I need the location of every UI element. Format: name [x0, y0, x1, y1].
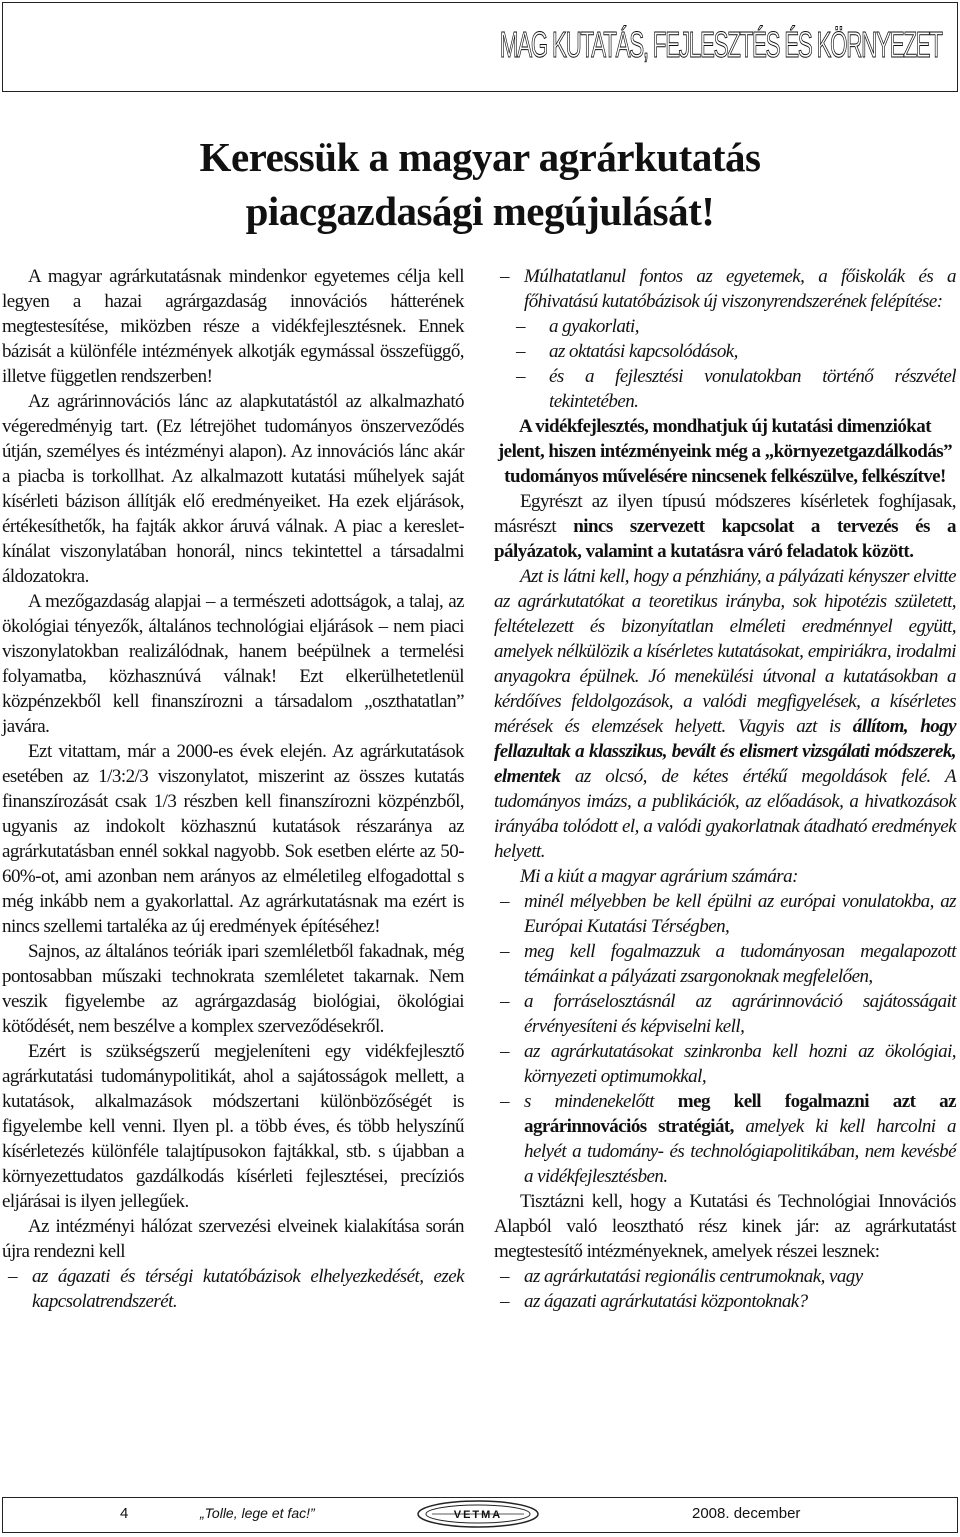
list-item: – a forráselosztásnál az agrárinnováció sajátosságait érvényesíteni és képviselni kell,	[494, 989, 956, 1039]
title-line-2: piacgazdasági megújulását!	[245, 188, 715, 234]
list-item: – az ágazati és térségi kutatóbázisok elhelyezkedését, ezek kapcsolatrendszerét.	[2, 1264, 464, 1314]
left-column	[2, 264, 464, 1314]
paragraph: Ezt vitattam, már a 2000-es évek elején. Az agrárkutatások esetében az 1/3:2/3 viszonylatot, miszerint az összes kutatás finanszírozását csak 1/3 részben kell finanszírozni közpénzből, ugyanis az indokolt közhasznú kutatások részaránya az agrárkutatásban ennél sokkal nagyobb. Sok esetben elérte az 50-60%-ot, ami azonban nem arányos az elméletileg elfogadottal s még inkább nem a gyakorlattal. Az agrárkutatásnak ma ezért is nincs szellemi tartaléka az új eredmények építéséhez!	[2, 741, 464, 937]
list-item: – a gyakorlati,	[494, 314, 956, 339]
list-item: – az oktatási kapcsolódások,	[494, 339, 956, 364]
list-item: – Múlhatatlanul fontos az egyetemek, a főiskolák és a főhivatású kutatóbázisok új viszonyrendszerének felépítése:	[494, 264, 956, 314]
paragraph: Az agrárinnovációs lánc az alapkutatástól az alkalmazható végeredményig tart. (Ez létrejöhet tudományos önszerveződés útján, személyes és intézményi alapon). Az innovációs lánc akár a piacba is torkollhat. Az alkalmazott kutatási műhelyek saját kísérleti bázison állítják elő eredményeiket. Ha ezek eljárások, értékesíthetők, ha fajták akkor áruvá válnak. A piac a kereslet-kínálat viszonylatában honorál, nincs tekintettel a társadalmi áldozatokra.	[2, 391, 464, 587]
right-column	[494, 264, 956, 1314]
text-span: Azt is látni kell, hogy a pénzhiány, a pályázati kényszer elvitte az agrárkutatókat a teoretikus irányba, sok hipotézis született, feltételezett és bizonyítatlan elméleti eredménnyel együtt, amelyek nélkülözik a kísérletes kutatásokat, empiriákra, irodalmi anyagokra épülnek. Jó menekülési útvonal a kutatásokban a kérdőíves feldolgozások, a valódi megfigyelések, a kísérletes mérések és elemzések helyett. Vagyis azt is	[494, 566, 956, 737]
running-head: MAG KUTATÁS, FEJLESZTÉS ÉS KÖRNYEZET	[500, 24, 942, 65]
list-item	[494, 1089, 956, 1189]
paragraph: Az intézményi hálózat szervezési elveinek kialakítása során újra rendezni kell	[2, 1216, 464, 1262]
bold-span: állítom, hogy fellazultak a klasszikus, bevált és elismert vizsgálati módszerek, elmentek	[494, 716, 956, 787]
logo-text: VETMA	[453, 1509, 503, 1521]
text-span: Egyrészt az ilyen típusú módszeres kísérletek foghíjasak, másrészt	[494, 491, 956, 537]
issue-date: 2008. december	[692, 1505, 801, 1522]
list-item: – az agrárkutatásokat szinkronba kell hozni az ökológiai, környezeti optimumokkal,	[494, 1039, 956, 1089]
list-item: – minél mélyebben be kell épülni az európai vonulatokba, az Európai Kutatási Térségben,	[494, 889, 956, 939]
page-number: 4	[120, 1505, 129, 1522]
bold-span: nincs szervezett kapcsolat a tervezés és a pályázatok, valamint a kutatásra váró feladatok között.	[494, 516, 956, 562]
text-span: amelyek ki kell harcolni a helyét a tudomány- és technológiapolitikában, nem kevésbé a vidékfejlesztésben.	[524, 1116, 956, 1187]
paragraph	[494, 564, 956, 864]
footer-motto: „Tolle, lege et fac!”	[200, 1505, 315, 1521]
list-item: – és a fejlesztési vonulatokban történő részvétel tekintetében.	[494, 364, 956, 414]
paragraph: Ezért is szükségszerű megjeleníteni egy vidékfejlesztő agrárkutatási tudománypolitikát, ahol a sajátosságok mellett, a kutatások, alkalmazások módszertani különbözőségét is figyelembe kell venni. Ilyen pl. a több éves, és több helyszínű kísérletezés különféle talajtípusokon fajtákkal, stb. s újabban a környezettudatos gazdálkodás kísérleti fejlesztései, precíziós eljárásai is ilyen jellegűek.	[2, 1041, 464, 1212]
list-item: – az agrárkutatási regionális centrumoknak, vagy	[494, 1264, 956, 1289]
paragraph: Mi a kiút a magyar agrárium számára:	[520, 866, 798, 887]
text-span: az olcsó, de kétes értékű megoldások felé. A tudományos imázs, a publikációk, az előadások, a hivatkozások irányába tolódott el, a valódi gyakorlatnak átadható eredmények helyett.	[494, 766, 956, 862]
paragraph: A magyar agrárkutatásnak mindenkor egyetemes célja kell legyen a hazai agrárgazdaság innovációs hátterének megtestesítése, miközben része a vidékfejlesztésnek. Ennek bázisát a különféle intézmények alkotják egymással összefüggő, illetve független rendszerben!	[2, 266, 464, 387]
list-item: – az ágazati agrárkutatási központoknak?	[494, 1289, 956, 1314]
bold-paragraph: A vidékfejlesztés, mondhatjuk új kutatási dimenziókat jelent, hiszen intézményeink még a „környezetgazdálkodás” tudományos művelésére nincsenek felkészülve, felkészítve!	[497, 416, 953, 487]
paragraph: Tisztázni kell, hogy a Kutatási és Technológiai Innovációs Alapból való leosztható rész kinek jár: az agrárkutatást megtestesítő intézményeknek, amelyek részei lesznek:	[494, 1191, 956, 1262]
paragraph: A mezőgazdaság alapjai – a természeti adottságok, a talaj, az ökológiai tényezők, általános technológiai eljárások – nem piaci viszonylatokban realizálódnak, hanem beépülnek a termelési folyamatba, közhasznúvá válnak! Ezt elkerülhetetlenül közpénzekből kell finanszírozni a társadalom „oszthatatlan” javára.	[2, 591, 464, 737]
text-span: s mindenekelőtt	[524, 1091, 678, 1112]
title-line-1: Keressük a magyar agrárkutatás	[199, 134, 761, 180]
list-item: – meg kell fogalmazzuk a tudományosan megalapozott témáinkat a pályázati zsargonoknak megfelelően,	[494, 939, 956, 989]
article-title	[150, 130, 810, 238]
vetma-logo	[414, 1499, 542, 1529]
bold-span: meg kell fogalmazni azt az agrárinnovációs stratégiát,	[524, 1091, 956, 1137]
paragraph	[494, 489, 956, 564]
paragraph: Sajnos, az általános teóriák ipari szemléletből fakadnak, még pontosabban műszaki technokrata szemléletet takarnak. Nem veszik figyelembe az agrárgazdaság biológiai, ökológiai kötődését, nem beszélve a komplex szerveződésekről.	[2, 941, 464, 1037]
